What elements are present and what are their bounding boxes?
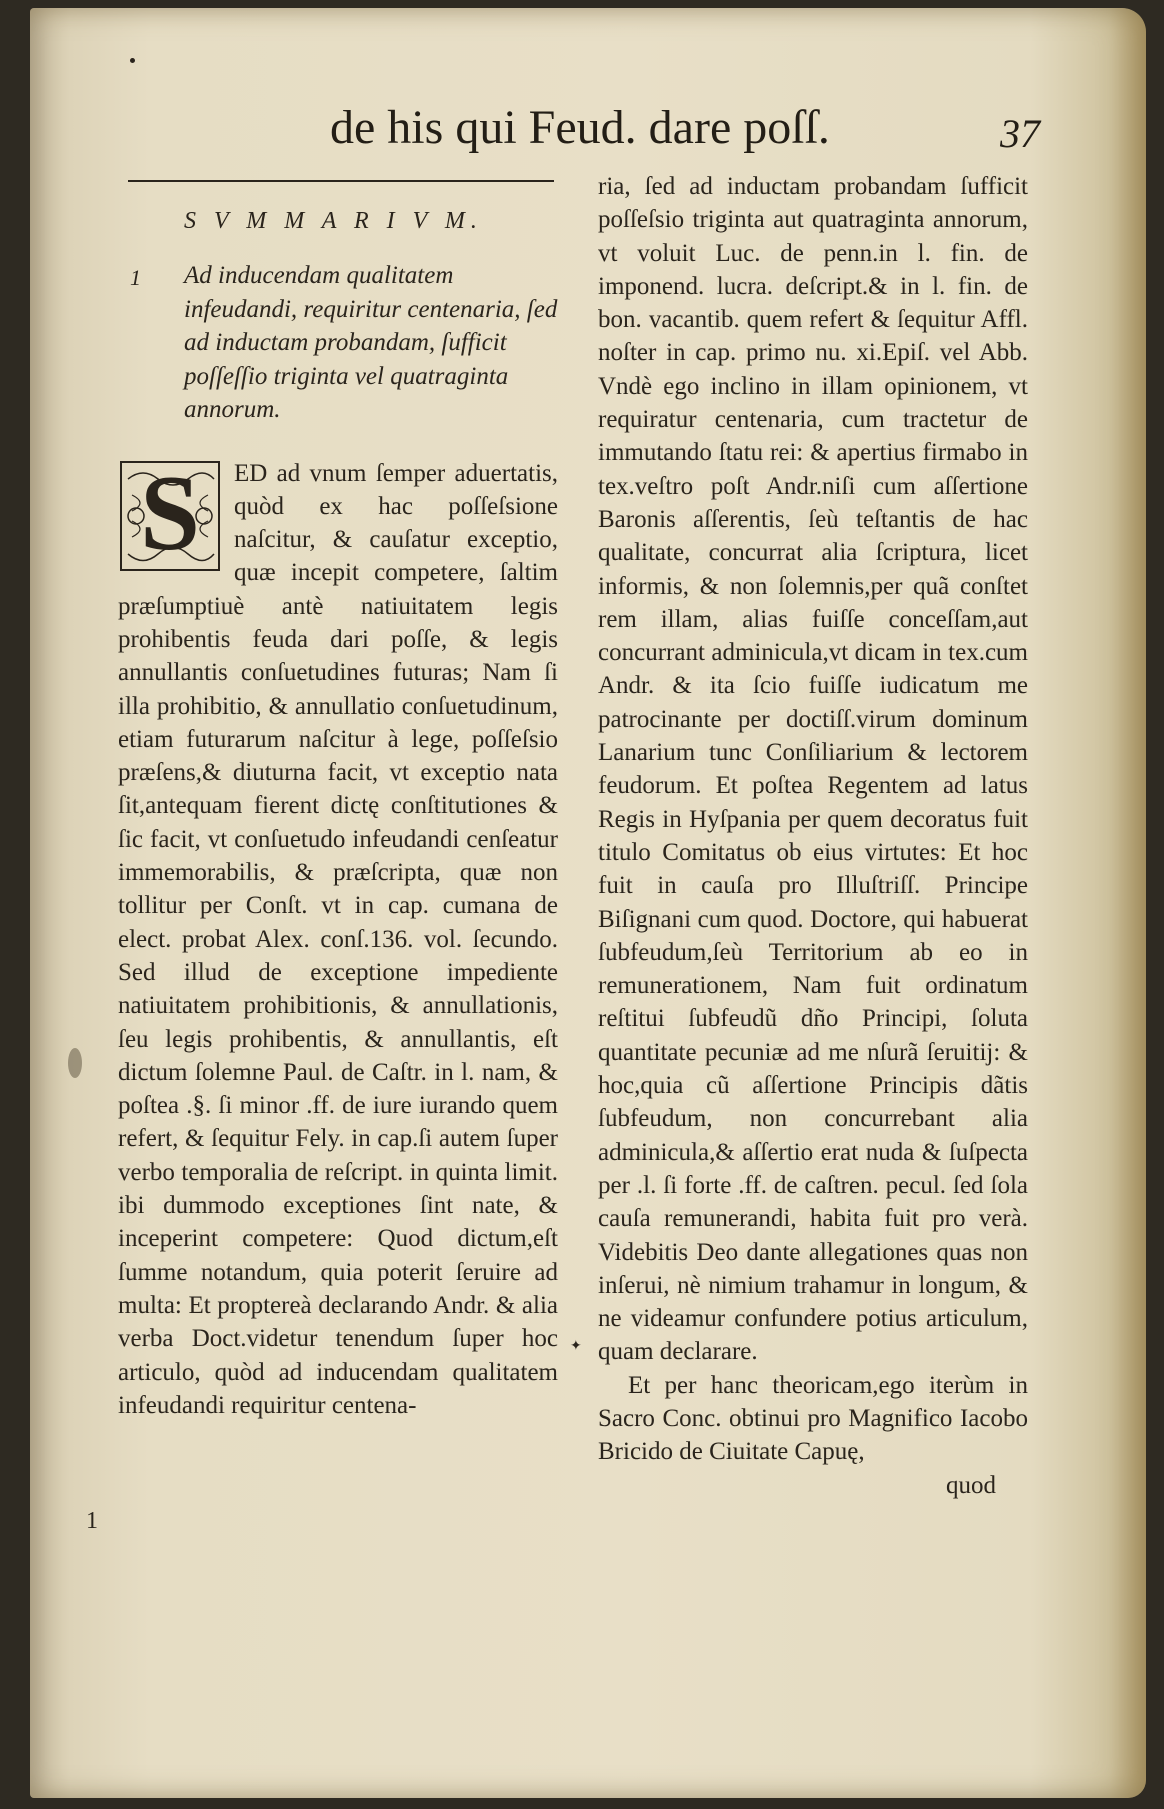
paper-stain [68, 1048, 82, 1078]
summary-heading: S V M M A R I V M. [184, 208, 483, 234]
right-column [598, 170, 1028, 1502]
page-header [320, 100, 1040, 170]
running-title: de his qui Feud. dare poſſ. [330, 101, 830, 154]
summary-number: 1 [130, 265, 141, 290]
margin-note-number: 1 [86, 1508, 98, 1534]
catchword: quod [946, 1471, 996, 1499]
left-column-text: ED ad vnum ſemper aduertatis, quòd ex hac poſſeſsione naſcitur, & cauſatur exceptio, quæ incepit competere, ſaltim præſumptiuè antè natiuitatem legis prohibentis feuda dari poſſe, & legis annullantis conſuetudines futuras; Nam ſi illa prohibitio, & annullatio conſuetudinum, etiam futurarum naſcitur à lege, poſſeſsio præſens,& diuturna facit, vt exceptio nata ſit,antequam fierent dictę conſtitutiones & ſic facit, vt conſuetudo infeudandi cenſeatur immemorabilis, & præſcripta, quæ non tollitur per Conſt. vt in cap. cumana de elect. probat Alex. conſ.136. vol. ſecundo. Sed illud de exceptione impediente natiuitatem prohibitionis, & annullationis, ſeu legis prohibentis, & annullantis, eſt dictum ſolemne Paul. de Caſtr. in l. nam, & poſtea .§. ſi minor .ff. de iure iurando quem refert, & ſequitur Fely. in cap.ſi autem ſuper verbo temporalia de reſcript. in quinta limit. ibi dummodo exceptiones ſint nate, & inceperint competere: Quod dictum,eſt ſumme notandum, quia poterit ſeruire ad multa: Et proptereà declarando Andr. & alia verba Doct.videtur tenendum ſuper hoc articulo, quòd ad inducendam qualitatem infeudandi requiritur centena- [118, 459, 558, 1419]
margin-mark-icon: ✦ [570, 1338, 582, 1354]
right-paragraph-2: Et per hanc theoricam,ego iterùm in Sacro Conc. obtinui pro Magnifico Iacobo Bricido de Ciuitate Capuę, [598, 1371, 1028, 1466]
left-column [118, 196, 558, 1422]
decorated-initial [118, 453, 222, 573]
header-rule [128, 180, 554, 182]
opening-paragraph [118, 453, 558, 1423]
initial-letter: S [139, 453, 201, 573]
ink-dot [130, 58, 135, 63]
book-page [30, 8, 1146, 1798]
summary-text: Ad inducendam qualitatem infeudandi, requiritur centenaria, ſed ad inductam probandam, ſufficit poſſeſſio triginta vel quatraginta annorum. [184, 262, 558, 423]
page-number: 37 [1000, 111, 1040, 156]
right-paragraph-1: ria, ſed ad inductam probandam ſufficit poſſeſsio triginta aut quatraginta annorum, vt voluit Luc. de penn.in l. fin. de imponend. lucra. deſcript.& in l. fin. de bon. vacantib. quem refert & ſequitur Affl. noſter in cap. primo nu. xi.Epiſ. vel Abb. Vndè ego inclino in illam opinionem, vt requiratur centenaria, cum tractetur de immutando ſtatu rei: & apertius firmabo in tex.veſtro poſt Andr.niſi cum aſſertione Baronis aſſerentis, ſeù teſtantis de hac qualitate, concurrat alia ſcriptura, licet informis, & non ſolemnis,per quã conſtet rem illam, alias fuiſſe conceſſam,aut concurrant adminicula,vt dicam in tex.cum Andr. & ita ſcio fuiſſe iudicatum me patrocinante per doctiſſ.virum dominum Lanarium tunc Conſiliarium & lectorem feudorum. Et poſtea Regentem ad latus Regis in Hyſpania per quem decoratus fuit titulo Comitatus ob eius virtutes: Et hoc fuit in cauſa pro Illuſtriſſ. Principe Biſignani cum quod. Doctore, qui habuerat ſubfeudum,ſeù Territorium ab eo in remunerationem, Nam fuit ordinatum reſtitui ſubfeudũ dño Principi, ſoluta quantitate pecuniæ ad me nſurã ſeruitij: & hoc,quia cũ aſſertione Principis dãtis ſubfeudum, non concurrebant alia adminicula,& aſſertio erat nuda & ſuſpecta per .l. ſi forte .ff. de caſtren. pecul. ſed ſola cauſa remunerandi, habita fuit pro verà. Videbitis Deo dante allegationes quas non inſerui, nè nimium trahamur in longum, & ne videamur confundere potius articulum, quam declarare. [598, 173, 1028, 1366]
summary-block [118, 259, 558, 427]
